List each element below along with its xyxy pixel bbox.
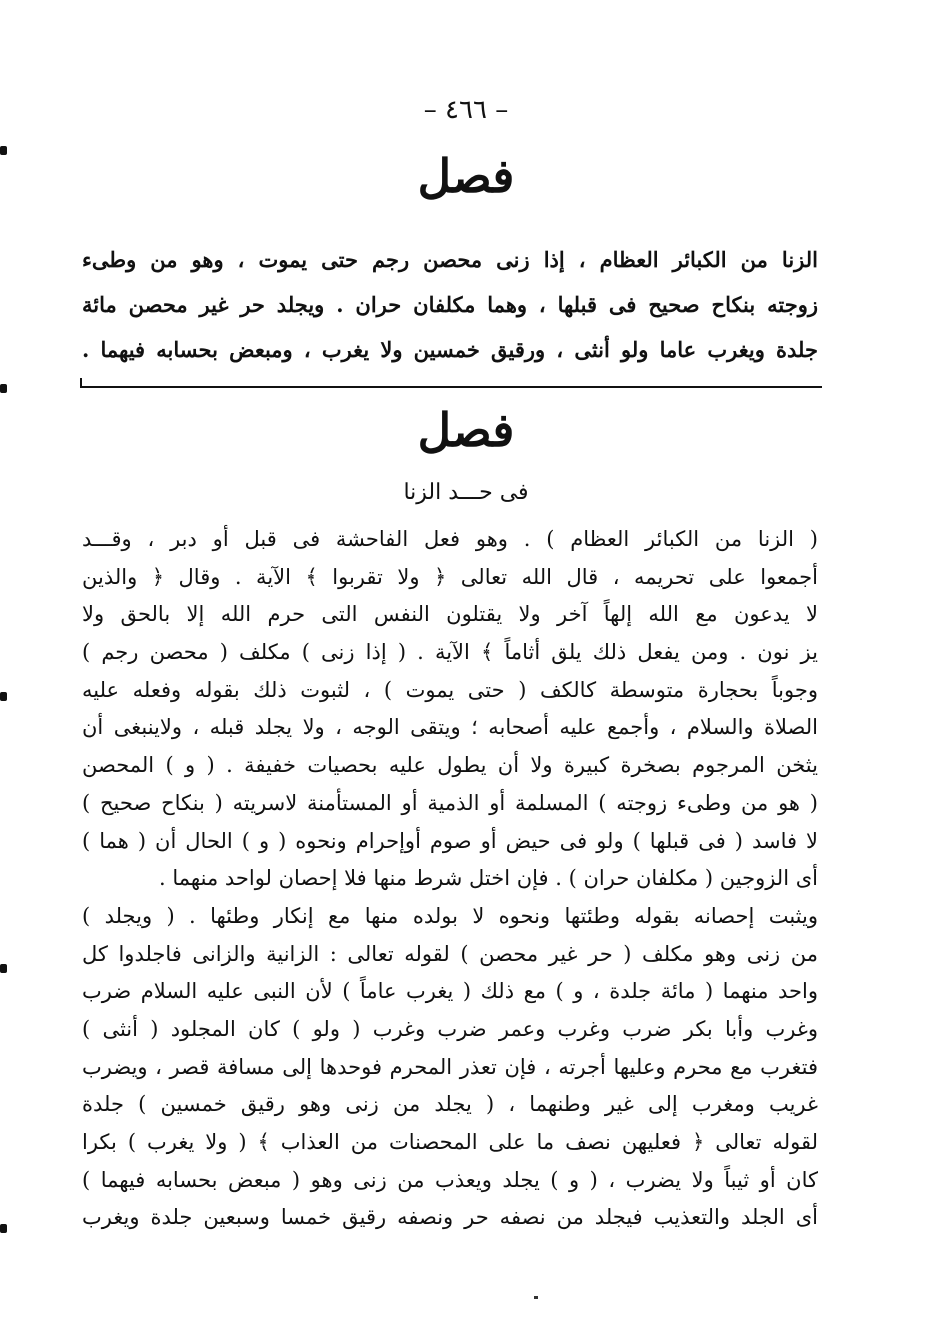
sharh-line: كان أو ثيباً ولا يضرب ، ( و ) يجلد ويعذب من زنى وهو ( مبعض بحسابه فيهما ) (82, 1167, 818, 1192)
sharh-subheading: فى حـــد الزنا (403, 480, 529, 505)
matn-line: الزنا من الكبائر العظام ، إذا زنى محصن رجم حتى يموت ، وهو من وطىء (82, 247, 818, 272)
sharh-heading: فصل (417, 403, 515, 457)
section-divider (80, 386, 822, 388)
binding-hole-mark (0, 1224, 7, 1233)
sharh-line: الصلاة والسلام ، وأجمع عليه أصحابه ؛ ويتقى الوجه ، ولا يجلد قبله ، ولاينبغى أن (82, 715, 818, 740)
sharh-text (82, 521, 818, 1237)
print-speck (534, 1296, 538, 1299)
binding-hole-mark (0, 964, 7, 973)
binding-hole-mark (0, 384, 7, 393)
sharh-line: واحد منهما ( مائة جلدة ، و ) مع ذلك ( يغرب عاماً ) لأن النبى عليه السلام ضرب (82, 979, 818, 1004)
sharh-line: وجوباً بحجارة متوسطة كالكف ( حتى يموت ) ، لثبوت ذلك بقوله وفعله عليه (82, 677, 818, 702)
binding-hole-mark (0, 692, 7, 701)
section-divider-hook (80, 378, 82, 386)
sharh-line: يز نون . ومن يفعل ذلك يلق أثاماً ﴾ الآية . ( إذا زنى ) مكلف ( محصن رجم ) (82, 640, 818, 665)
matn-heading: فصل (417, 149, 515, 203)
page-number: – ٤٦٦ – (423, 95, 509, 125)
sharh-line: يثخن المرجوم بصخرة كبيرة ولا أن يطول عليه بحصيات خفيفة . ( و ) المحصن (82, 753, 818, 778)
matn-line: جلدة ويغرب عاما ولو أنثى ، ورقيق خمسين ولا يغرب ، ومبعض بحسابه فيهما . (82, 337, 818, 362)
matn-line: زوجته بنكاح صحيح فى قبلها ، وهما مكلفان حران . ويجلد حر غير محصن مائة (82, 292, 818, 317)
sharh-line: من زنى وهو مكلف ( حر غير محصن ) لقوله تعالى : الزانية والزانى فاجلدوا كل (82, 941, 818, 966)
binding-hole-mark (0, 146, 7, 155)
sharh-line: غريب ومغرب إلى غير وطنهما ، ( يجلد من زنى وهو رقيق خمسين ) جلدة (82, 1092, 818, 1117)
sharh-line: أى الجلد والتعذيب فيجلد من نصفه حر ونصفه رقيق خمسا وسبعين جلدة ويغرب (82, 1205, 818, 1230)
matn-text (82, 237, 818, 372)
sharh-line: ( هو من وطىء زوجته ) المسلمة أو الذمية أو المستأمنة لاسريته ( بنكاح صحيح ) (82, 790, 818, 815)
sharh-line: لا يدعون مع الله إلهاً آخر ولا يقتلون النفس التى حرم الله إلا بالحق ولا (82, 602, 818, 627)
sharh-line: لقوله تعالى ﴿ فعليهن نصف ما على المحصنات من العذاب ﴾ ( ولا يغرب ) بكرا (82, 1130, 818, 1154)
sharh-line: ( الزنا من الكبائر العظام ) . وهو فعل الفاحشة فى قبل أو دبر ، وقـــد (82, 527, 818, 551)
sharh-line: ويثبت إحصانه بقوله وطئتها ونحوه لا بولده منها مع إنكار وطئها . ( ويجلد ) (82, 903, 818, 928)
sharh-line: لا فاسد ( فى قبلها ) ولو فى حيض أو صوم أوإحرام ونحوه ( و ) الحال أن ( هما ) (82, 828, 818, 853)
sharh-line: أى الزوجين ( مكلفان حران ) . فإن اختل شرط منها فلا إحصان لواحد منهما . (159, 866, 818, 891)
sharh-line: وغرب وأبا بكر ضرب وغرب وعمر ضرب وغرب ( ولو ) كان المجلود ( أنثى ) (82, 1016, 818, 1041)
sharh-line: أجمعوا على تحريمه ، قال الله تعالى ﴿ ولا تقربوا ﴾ الآية . وقال ﴿ والذين (82, 564, 818, 589)
sharh-line: فتغرب مع محرم وعليها أجرته ، فإن تعذر المحرم فوحدها إلى مسافة قصر ، ويضرب (82, 1054, 818, 1079)
